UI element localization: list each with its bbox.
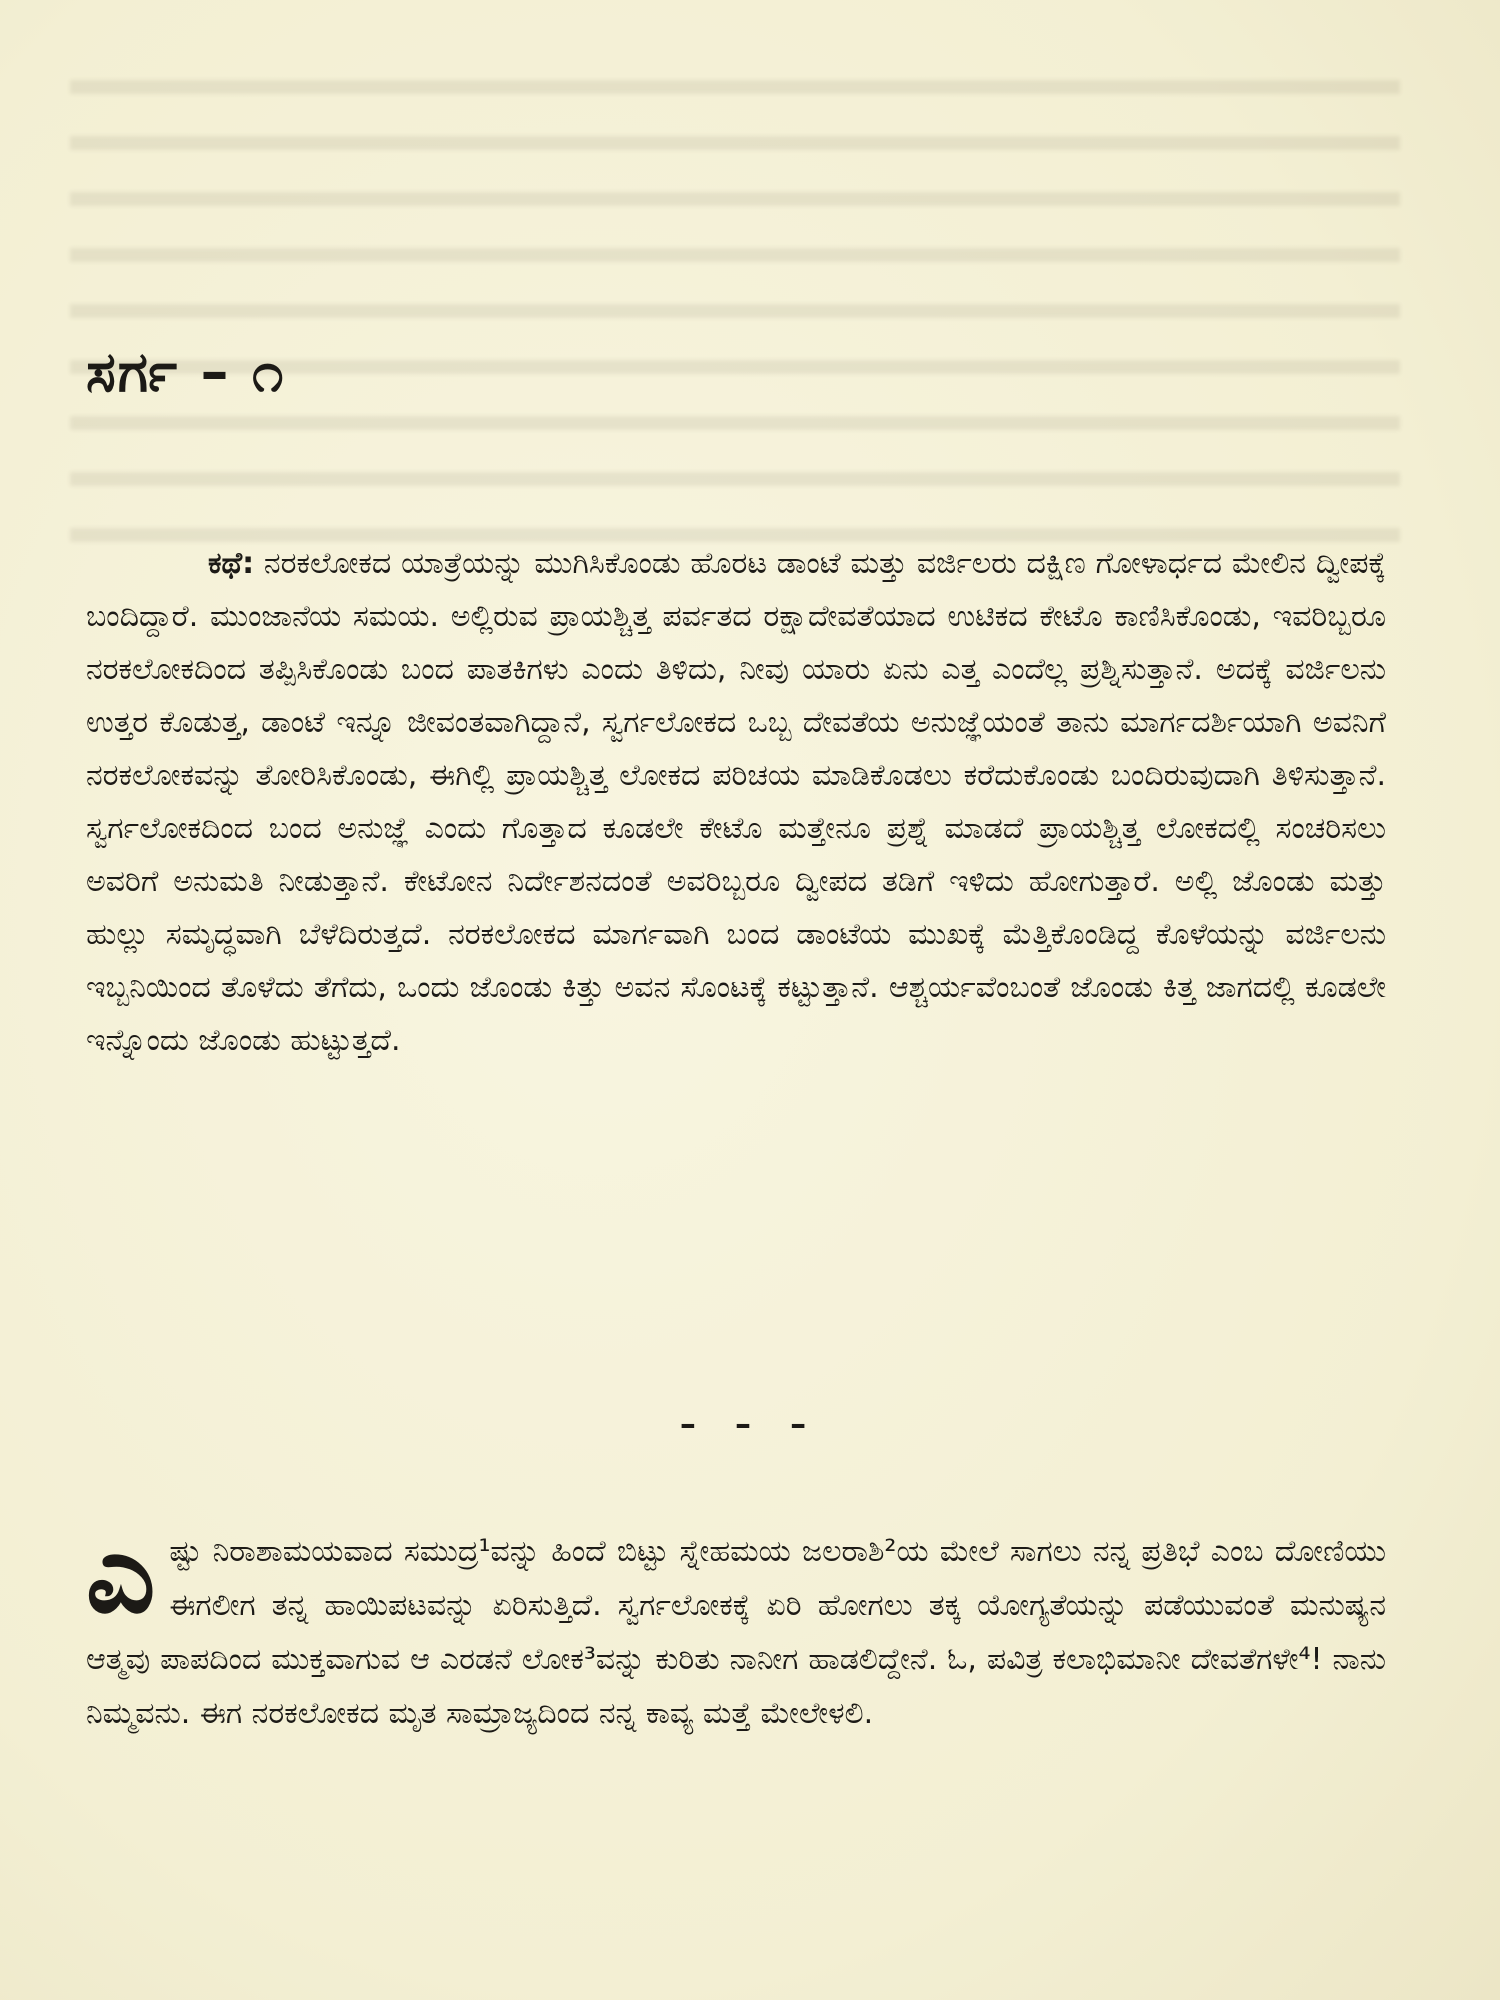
chapter-summary: [86, 537, 1386, 1067]
drop-cap: ಎ: [86, 1512, 156, 1637]
verse-paragraph: [86, 1512, 1386, 1741]
section-separator: – – –: [679, 1405, 821, 1443]
verse-text: ಷ್ಟು ನಿರಾಶಾಮಯವಾದ ಸಮುದ್ರ¹ವನ್ನು ಹಿಂದೆ ಬಿಟ್ಟು ಸ್ನೇಹಮಯ ಜಲರಾಶಿ²ಯ ಮೇಲೆ ಸಾಗಲು ನನ್ನ ಪ್ರತಿಭೆ ಎಂಬ ದೋಣಿಯು ಈಗಲೀಗ ತನ್ನ ಹಾಯಿಪಟವನ್ನು ಏರಿಸುತ್ತಿದೆ. ಸ್ವರ್ಗಲೋಕಕ್ಕೆ ಏರಿ ಹೋಗಲು ತಕ್ಕ ಯೋಗ್ಯತೆಯನ್ನು ಪಡೆಯುವಂತೆ ಮನುಷ್ಯನ ಆತ್ಮವು ಪಾಪದಿಂದ ಮುಕ್ತವಾಗುವ ಆ ಎರಡನೆ ಲೋಕ³ವನ್ನು ಕುರಿತು ನಾನೀಗ ಹಾಡಲಿದ್ದೇನೆ. ಓ, ಪವಿತ್ರ ಕಲಾಭಿಮಾನೀ ದೇವತೆಗಳೇ⁴! ನಾನು ನಿಮ್ಮವನು. ಈಗ ನರಕಲೋಕದ ಮೃತ ಸಾಮ್ರಾಜ್ಯದಿಂದ ನನ್ನ ಕಾವ್ಯ ಮತ್ತೆ ಮೇಲೇಳಲಿ.: [86, 1534, 1386, 1731]
show-through-text: [70, 80, 1400, 560]
chapter-title: ಸರ್ಗ – ೧: [86, 340, 286, 405]
summary-text: ನರಕಲೋಕದ ಯಾತ್ರೆಯನ್ನು ಮುಗಿಸಿಕೊಂಡು ಹೊರಟ ಡಾಂಟೆ ಮತ್ತು ವರ್ಜಿಲರು ದಕ್ಷಿಣ ಗೋಳಾರ್ಧದ ಮೇಲಿನ ದ್ವೀಪಕ್ಕೆ ಬಂದಿದ್ದಾರೆ. ಮುಂಜಾನೆಯ ಸಮಯ. ಅಲ್ಲಿರುವ ಪ್ರಾಯಶ್ಚಿತ್ತ ಪರ್ವತದ ರಕ್ಷಾದೇವತೆಯಾದ ಉಟಿಕದ ಕೇಟೊ ಕಾಣಿಸಿಕೊಂಡು, ಇವರಿಬ್ಬರೂ ನರಕಲೋಕದಿಂದ ತಪ್ಪಿಸಿಕೊಂಡು ಬಂದ ಪಾತಕಿಗಳು ಎಂದು ತಿಳಿದು, ನೀವು ಯಾರು ಏನು ಎತ್ತ ಎಂದೆಲ್ಲ ಪ್ರಶ್ನಿಸುತ್ತಾನೆ. ಅದಕ್ಕೆ ವರ್ಜಿಲನು ಉತ್ತರ ಕೊಡುತ್ತ, ಡಾಂಟೆ ಇನ್ನೂ ಜೀವಂತವಾಗಿದ್ದಾನೆ, ಸ್ವರ್ಗಲೋಕದ ಒಬ್ಬ ದೇವತೆಯ ಅನುಜ್ಞೆಯಂತೆ ತಾನು ಮಾರ್ಗದರ್ಶಿಯಾಗಿ ಅವನಿಗೆ ನರಕಲೋಕವನ್ನು ತೋರಿಸಿಕೊಂಡು, ಈಗಿಲ್ಲಿ ಪ್ರಾಯಶ್ಚಿತ್ತ ಲೋಕದ ಪರಿಚಯ ಮಾಡಿಕೊಡಲು ಕರೆದುಕೊಂಡು ಬಂದಿರುವುದಾಗಿ ತಿಳಿಸುತ್ತಾನೆ. ಸ್ವರ್ಗಲೋಕದಿಂದ ಬಂದ ಅನುಜ್ಞೆ ಎಂದು ಗೊತ್ತಾದ ಕೂಡಲೇ ಕೇಟೊ ಮತ್ತೇನೂ ಪ್ರಶ್ನೆ ಮಾಡದೆ ಪ್ರಾಯಶ್ಚಿತ್ತ ಲೋಕದಲ್ಲಿ ಸಂಚರಿಸಲು ಅವರಿಗೆ ಅನುಮತಿ ನೀಡುತ್ತಾನೆ. ಕೇಟೋನ ನಿರ್ದೇಶನದಂತೆ ಅವರಿಬ್ಬರೂ ದ್ವೀಪದ ತಡಿಗೆ ಇಳಿದು ಹೋಗುತ್ತಾರೆ. ಅಲ್ಲಿ ಜೊಂಡು ಮತ್ತು ಹುಲ್ಲು ಸಮೃದ್ಧವಾಗಿ ಬೆಳೆದಿರುತ್ತದೆ. ನರಕಲೋಕದ ಮಾರ್ಗವಾಗಿ ಬಂದ ಡಾಂಟೆಯ ಮುಖಕ್ಕೆ ಮೆತ್ತಿಕೊಂಡಿದ್ದ ಕೊಳೆಯನ್ನು ವರ್ಜಿಲನು ಇಬ್ಬನಿಯಿಂದ ತೊಳೆದು ತೆಗೆದು, ಒಂದು ಜೊಂಡು ಕಿತ್ತು ಅವನ ಸೊಂಟಕ್ಕೆ ಕಟ್ಟುತ್ತಾನೆ. ಆಶ್ಚರ್ಯವೆಂಬಂತೆ ಜೊಂಡು ಕಿತ್ತ ಜಾಗದಲ್ಲಿ ಕೂಡಲೇ ಇನ್ನೊಂದು ಜೊಂಡು ಹುಟ್ಟುತ್ತದೆ.: [86, 546, 1386, 1058]
summary-label: ಕಥೆ:: [208, 546, 255, 581]
